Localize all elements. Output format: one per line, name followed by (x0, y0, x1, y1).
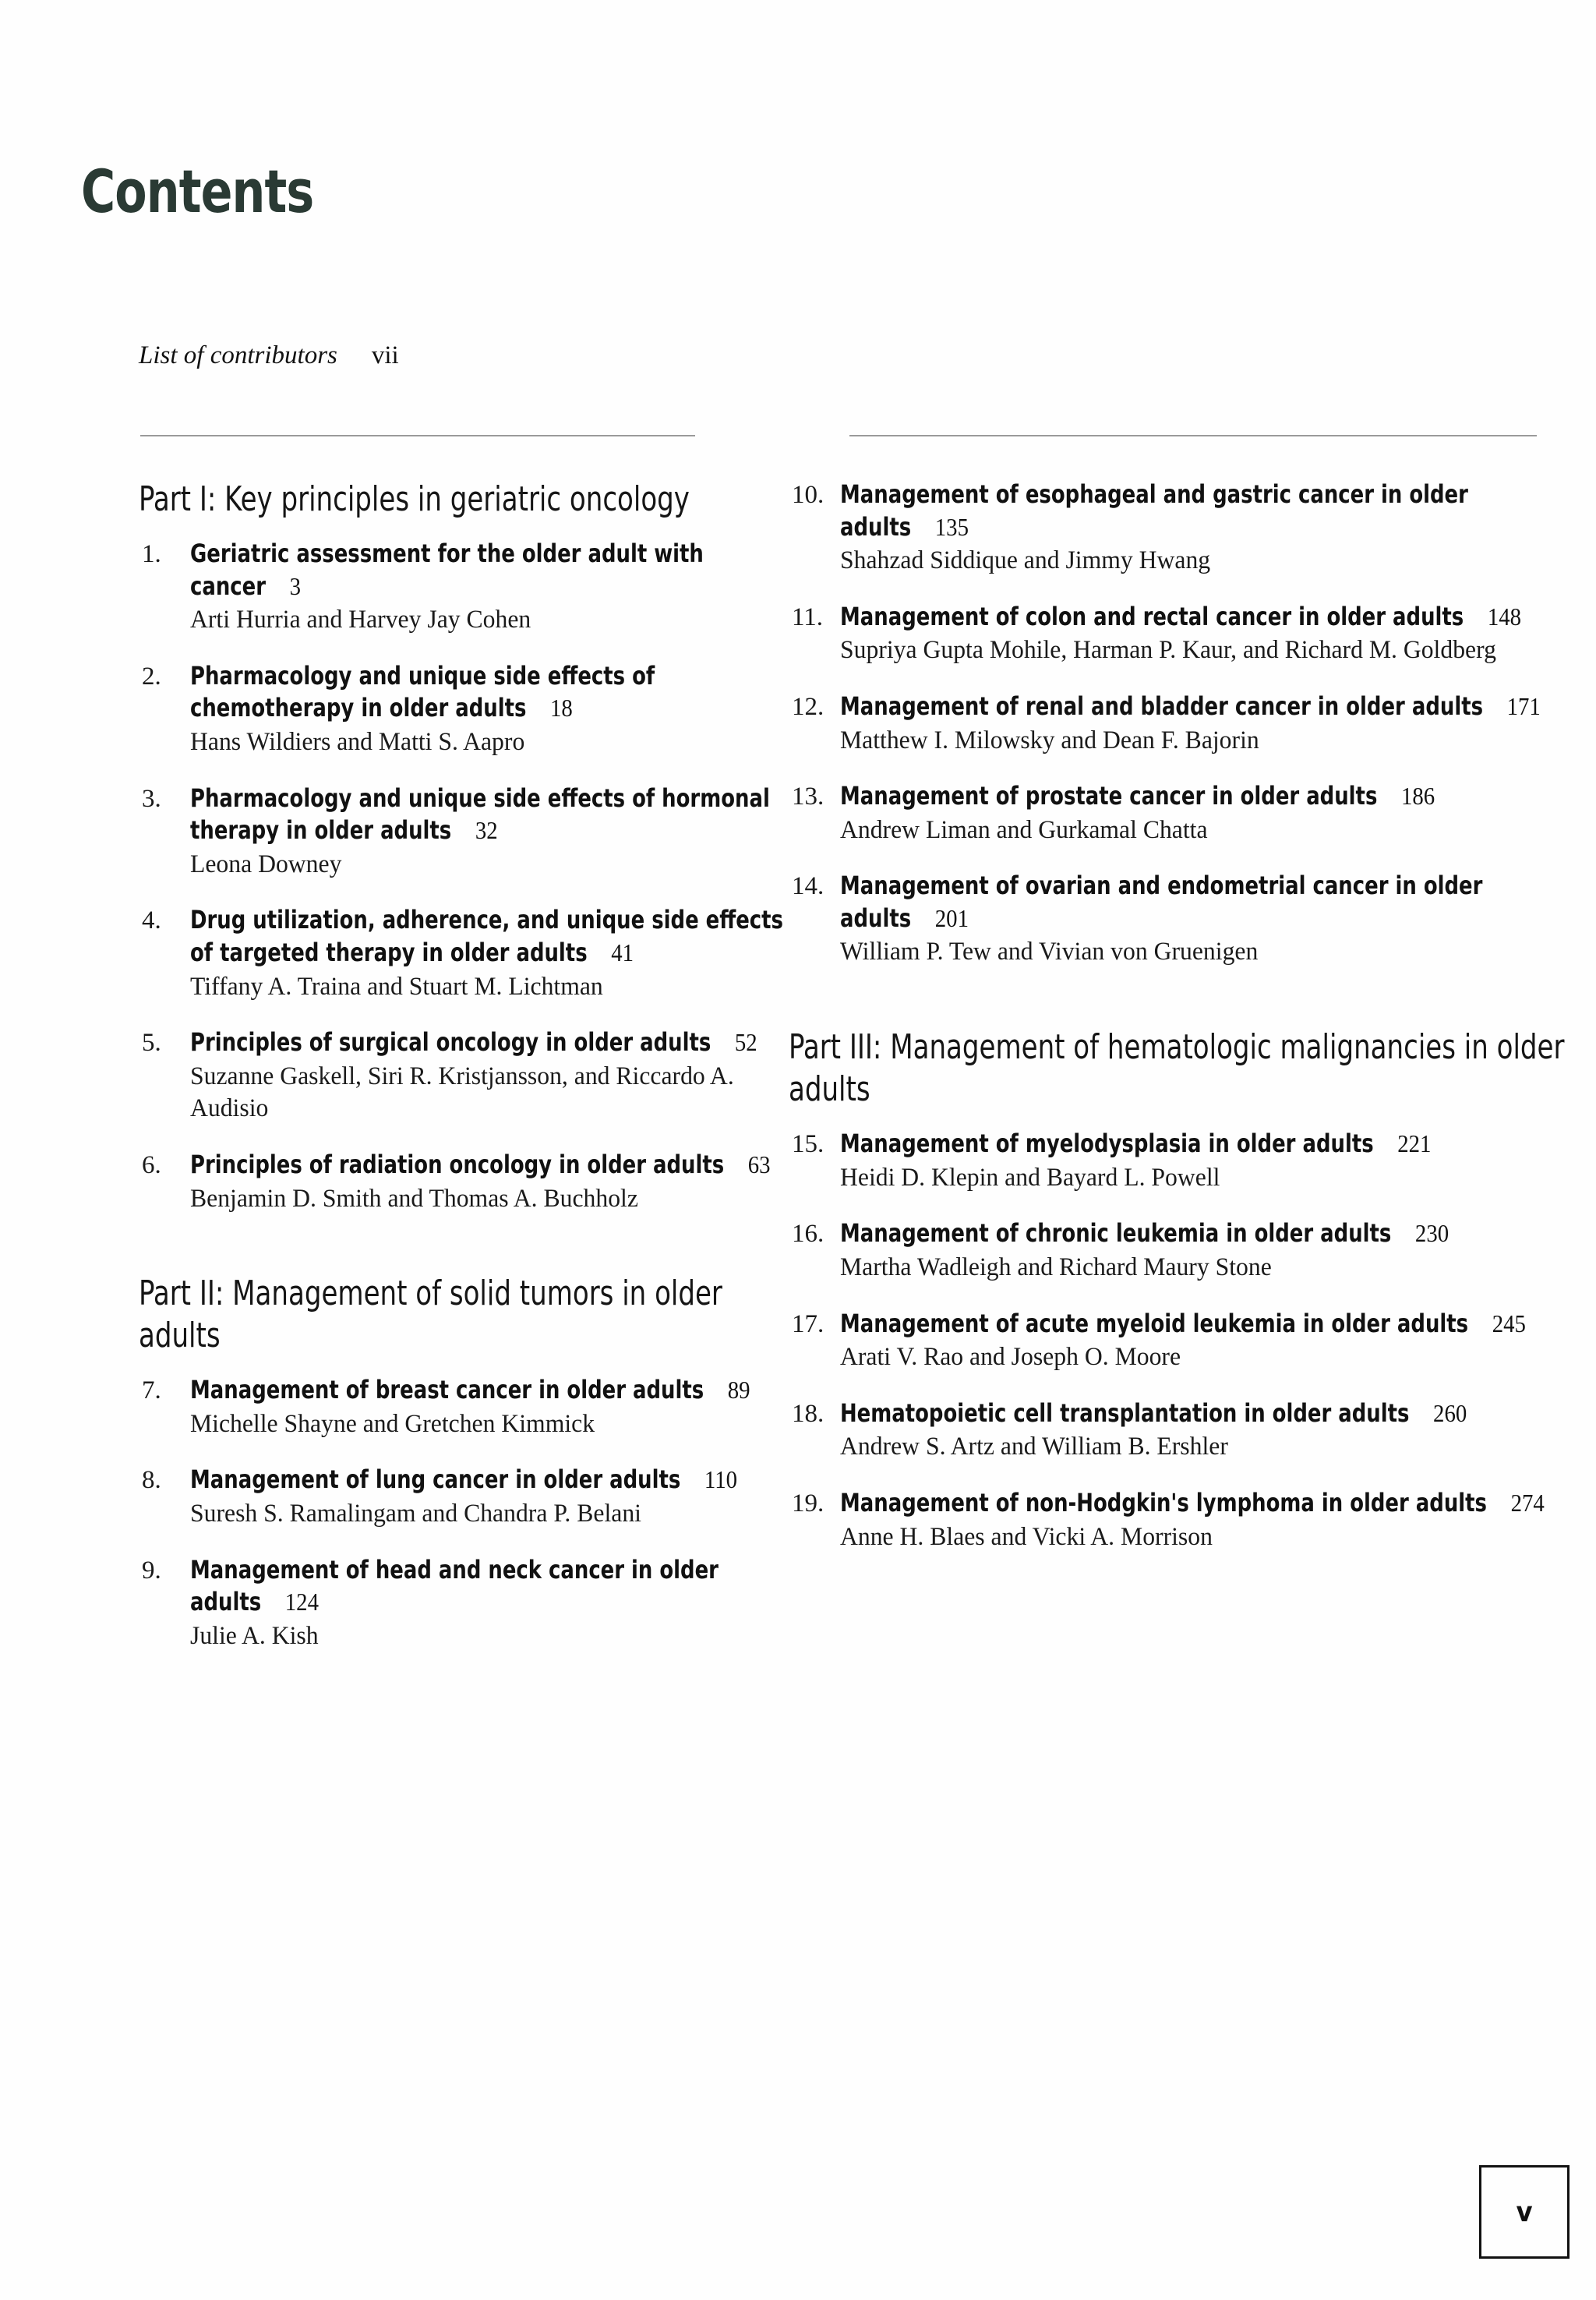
toc-entry-authors: Tiffany A. Traina and Stuart M. Lichtman (190, 972, 603, 1001)
toc-entry-authors: Andrew Liman and Gurkamal Chatta (840, 815, 1208, 844)
toc-entry-title-text: Management of acute myeloid leukemia in older adults (840, 1308, 1469, 1338)
toc-entry-title[interactable] (840, 479, 1567, 543)
page-folio-box (1479, 2165, 1570, 2259)
toc-entry-authors: Anne H. Blaes and Vicki A. Morrison (840, 1522, 1213, 1551)
toc-entry-page-number: 41 (611, 938, 634, 966)
toc-entry-body (190, 1554, 793, 1653)
toc-entry-body (840, 870, 1568, 969)
toc-entry[interactable] (139, 538, 793, 637)
page-title: Contents (81, 157, 314, 226)
toc-entry-title[interactable] (190, 660, 793, 725)
toc-entry-page-number: 63 (747, 1150, 771, 1178)
toc-entry-body (190, 538, 793, 637)
toc-entry-body (190, 660, 793, 759)
toc-entry-body (840, 780, 1568, 846)
front-matter-entry (139, 341, 399, 370)
toc-entry-body (840, 601, 1568, 667)
toc-entry-body (190, 1026, 793, 1125)
toc-entry-body (190, 1374, 793, 1440)
toc-entry[interactable] (789, 870, 1568, 969)
toc-column-left (139, 479, 793, 1676)
toc-column-right (789, 479, 1568, 1577)
toc-entry-authors: Hans Wildiers and Matti S. Aapro (190, 728, 525, 757)
part-heading-part-iii-management-of-hematologic-malig: Part III: Management of hematologic malignancies in older adults (789, 1027, 1565, 1110)
toc-entry-number: 3. (142, 784, 161, 813)
toc-entry-title[interactable] (190, 1149, 793, 1182)
column-rule-left (140, 435, 695, 436)
toc-entry-title[interactable] (840, 1487, 1567, 1520)
toc-entry-title[interactable] (840, 691, 1567, 723)
toc-entry-body (190, 1464, 793, 1530)
toc-entry[interactable] (139, 1554, 793, 1653)
toc-entry-title-text: Pharmacology and unique side effects of hormonal therapy in older adults (190, 783, 770, 846)
toc-entry[interactable] (139, 904, 793, 1003)
toc-entry-title[interactable] (840, 1397, 1567, 1430)
toc-entry-authors: Suzanne Gaskell, Siri R. Kristjansson, and Riccardo A. Audisio (190, 1062, 734, 1123)
toc-entry-authors: Arti Hurria and Harvey Jay Cohen (190, 606, 531, 634)
toc-entry[interactable] (789, 479, 1568, 578)
toc-entry-number: 4. (142, 906, 161, 935)
toc-entry[interactable] (789, 691, 1568, 757)
toc-entry-body (840, 1128, 1568, 1194)
toc-entry-authors: Supriya Gupta Mohile, Harman P. Kaur, and Richard M. Goldberg (840, 636, 1496, 665)
toc-entry-title[interactable] (190, 1374, 793, 1407)
toc-entry-page-number: 52 (734, 1028, 757, 1057)
toc-entry-title-text: Management of ovarian and endometrial cancer in older adults (840, 871, 1483, 933)
toc-entry-page-number: 186 (1400, 782, 1435, 811)
toc-entry-title-text: Management of prostate cancer in older adults (840, 781, 1378, 811)
toc-entry-title[interactable] (190, 1554, 793, 1619)
toc-entry-title[interactable] (840, 780, 1567, 813)
toc-entry-page-number: 274 (1510, 1488, 1545, 1517)
toc-entry-authors: Leona Downey (190, 850, 342, 878)
toc-entry-page-number: 171 (1506, 691, 1541, 720)
toc-entry-title[interactable] (840, 1217, 1567, 1250)
toc-entry[interactable] (789, 1217, 1568, 1284)
toc-entry-body (840, 479, 1568, 578)
toc-entry-body (840, 1217, 1568, 1284)
toc-entry-title-text: Management of non-Hodgkin's lymphoma in older adults (840, 1487, 1487, 1517)
part-heading-part-i-key-principles-in-geriatric-oncol: Part I: Key principles in geriatric oncology (139, 479, 690, 519)
toc-entry-number: 13. (792, 783, 824, 811)
toc-entry-title[interactable] (190, 1464, 793, 1496)
toc-entry[interactable] (139, 1464, 793, 1530)
toc-entry-title[interactable] (840, 870, 1567, 934)
toc-entry-page-number: 124 (284, 1588, 319, 1616)
toc-entry-number: 10. (792, 481, 824, 509)
toc-entry[interactable] (789, 1487, 1568, 1553)
toc-entry-title[interactable] (190, 904, 793, 969)
part-heading-part-ii-management-of-solid-tumors-in-ol: Part II: Management of solid tumors in older adults (139, 1274, 722, 1356)
toc-entry-authors: Martha Wadleigh and Richard Maury Stone (840, 1253, 1272, 1282)
toc-entry-number: 8. (142, 1466, 161, 1495)
toc-entry-page-number: 3 (289, 571, 302, 600)
toc-entry-authors: Suresh S. Ramalingam and Chandra P. Belani (190, 1500, 641, 1528)
toc-entry-page-number: 18 (550, 694, 573, 723)
toc-entry-number: 17. (792, 1309, 824, 1338)
front-matter-page-number: vii (371, 341, 399, 369)
toc-entry-number: 2. (142, 662, 161, 691)
toc-entry-title-text: Management of chronic leukemia in older adults (840, 1218, 1392, 1249)
toc-entry[interactable] (789, 1397, 1568, 1464)
column-rule-right (849, 435, 1537, 436)
toc-entry-title-text: Management of breast cancer in older adults (190, 1375, 704, 1405)
toc-entry-body (840, 1397, 1568, 1464)
toc-entry-page-number: 32 (475, 816, 498, 845)
toc-entry-authors: William P. Tew and Vivian von Gruenigen (840, 938, 1259, 966)
toc-entry[interactable] (789, 780, 1568, 846)
toc-entry-title-text: Management of myelodysplasia in older adults (840, 1129, 1374, 1159)
toc-entry-title-text: Management of lung cancer in older adults (190, 1464, 681, 1495)
front-matter-label: List of contributors (139, 341, 337, 369)
toc-entry-number: 12. (792, 692, 824, 721)
toc-entry-number: 16. (792, 1220, 824, 1249)
toc-entry-body (190, 783, 793, 881)
toc-entry-title[interactable] (840, 601, 1567, 634)
toc-entry-number: 9. (142, 1556, 161, 1585)
toc-entry-authors: Arati V. Rao and Joseph O. Moore (840, 1343, 1181, 1372)
toc-entry-body (840, 691, 1568, 757)
toc-entry-title[interactable] (190, 538, 793, 602)
toc-entry[interactable] (139, 783, 793, 881)
toc-entry[interactable] (139, 1026, 793, 1125)
toc-entry[interactable] (789, 1128, 1568, 1194)
toc-entry[interactable] (139, 1374, 793, 1440)
toc-entry-authors: Shahzad Siddique and Jimmy Hwang (840, 546, 1211, 575)
toc-entry-page-number: 110 (704, 1465, 738, 1494)
toc-entry-body (190, 904, 793, 1003)
toc-entry-page-number: 135 (934, 512, 969, 541)
toc-entry[interactable] (789, 1308, 1568, 1374)
toc-entry-authors: Heidi D. Klepin and Bayard L. Powell (840, 1163, 1220, 1192)
toc-entry-number: 7. (142, 1376, 161, 1405)
toc-entry-authors: Matthew I. Milowsky and Dean F. Bajorin (840, 726, 1259, 754)
toc-entry-page-number: 148 (1487, 602, 1522, 631)
toc-entry-title[interactable] (840, 1128, 1567, 1161)
toc-entry-title-text: Principles of surgical oncology in older adults (190, 1027, 711, 1058)
toc-entry[interactable] (139, 1149, 793, 1215)
toc-entry-title-text: Principles of radiation oncology in older adults (190, 1149, 725, 1179)
toc-entry-authors: Benjamin D. Smith and Thomas A. Buchholz (190, 1184, 638, 1213)
toc-entry-title-text: Management of renal and bladder cancer in older adults (840, 691, 1484, 721)
toc-entry-page-number: 201 (934, 903, 969, 932)
toc-entry[interactable] (139, 660, 793, 759)
toc-entry-number: 18. (792, 1399, 824, 1428)
toc-entry[interactable] (789, 601, 1568, 667)
toc-entry-authors: Andrew S. Artz and William B. Ershler (840, 1433, 1228, 1461)
toc-entry-title[interactable] (840, 1308, 1567, 1341)
toc-entry-page-number: 260 (1433, 1398, 1467, 1427)
toc-entry-number: 5. (142, 1029, 161, 1058)
toc-entry-number: 15. (792, 1130, 824, 1159)
toc-entry-title-text: Management of head and neck cancer in older adults (190, 1554, 719, 1617)
toc-entry-title-text: Geriatric assessment for the older adult with cancer (190, 539, 704, 601)
page-folio-number: v (1516, 2196, 1533, 2228)
toc-entry-body (190, 1149, 793, 1215)
toc-entry-title-text: Pharmacology and unique side effects of chemotherapy in older adults (190, 660, 655, 723)
toc-entry-page-number: 245 (1492, 1309, 1526, 1337)
toc-entry-number: 14. (792, 872, 824, 901)
toc-entry-body (840, 1487, 1568, 1553)
toc-entry-page-number: 230 (1414, 1219, 1449, 1248)
toc-entry-number: 19. (792, 1489, 824, 1517)
toc-entry-authors: Julie A. Kish (190, 1621, 319, 1650)
toc-entry-number: 6. (142, 1150, 161, 1179)
toc-entry-authors: Michelle Shayne and Gretchen Kimmick (190, 1409, 595, 1438)
toc-entry-page-number: 221 (1397, 1129, 1432, 1158)
toc-entry-number: 1. (142, 540, 161, 569)
toc-entry-page-number: 89 (727, 1376, 750, 1404)
toc-entry-title-text: Drug utilization, adherence, and unique side effects of targeted therapy in older adults (190, 905, 783, 967)
toc-entry-title-text: Management of colon and rectal cancer in older adults (840, 601, 1464, 631)
toc-entry-title[interactable] (190, 783, 793, 847)
toc-entry-title[interactable] (190, 1026, 793, 1059)
toc-entry-title-text: Management of esophageal and gastric cancer in older adults (840, 479, 1468, 542)
toc-entry-body (840, 1308, 1568, 1374)
toc-entry-title-text: Hematopoietic cell transplantation in older adults (840, 1397, 1410, 1428)
toc-entry-number: 11. (792, 602, 824, 631)
